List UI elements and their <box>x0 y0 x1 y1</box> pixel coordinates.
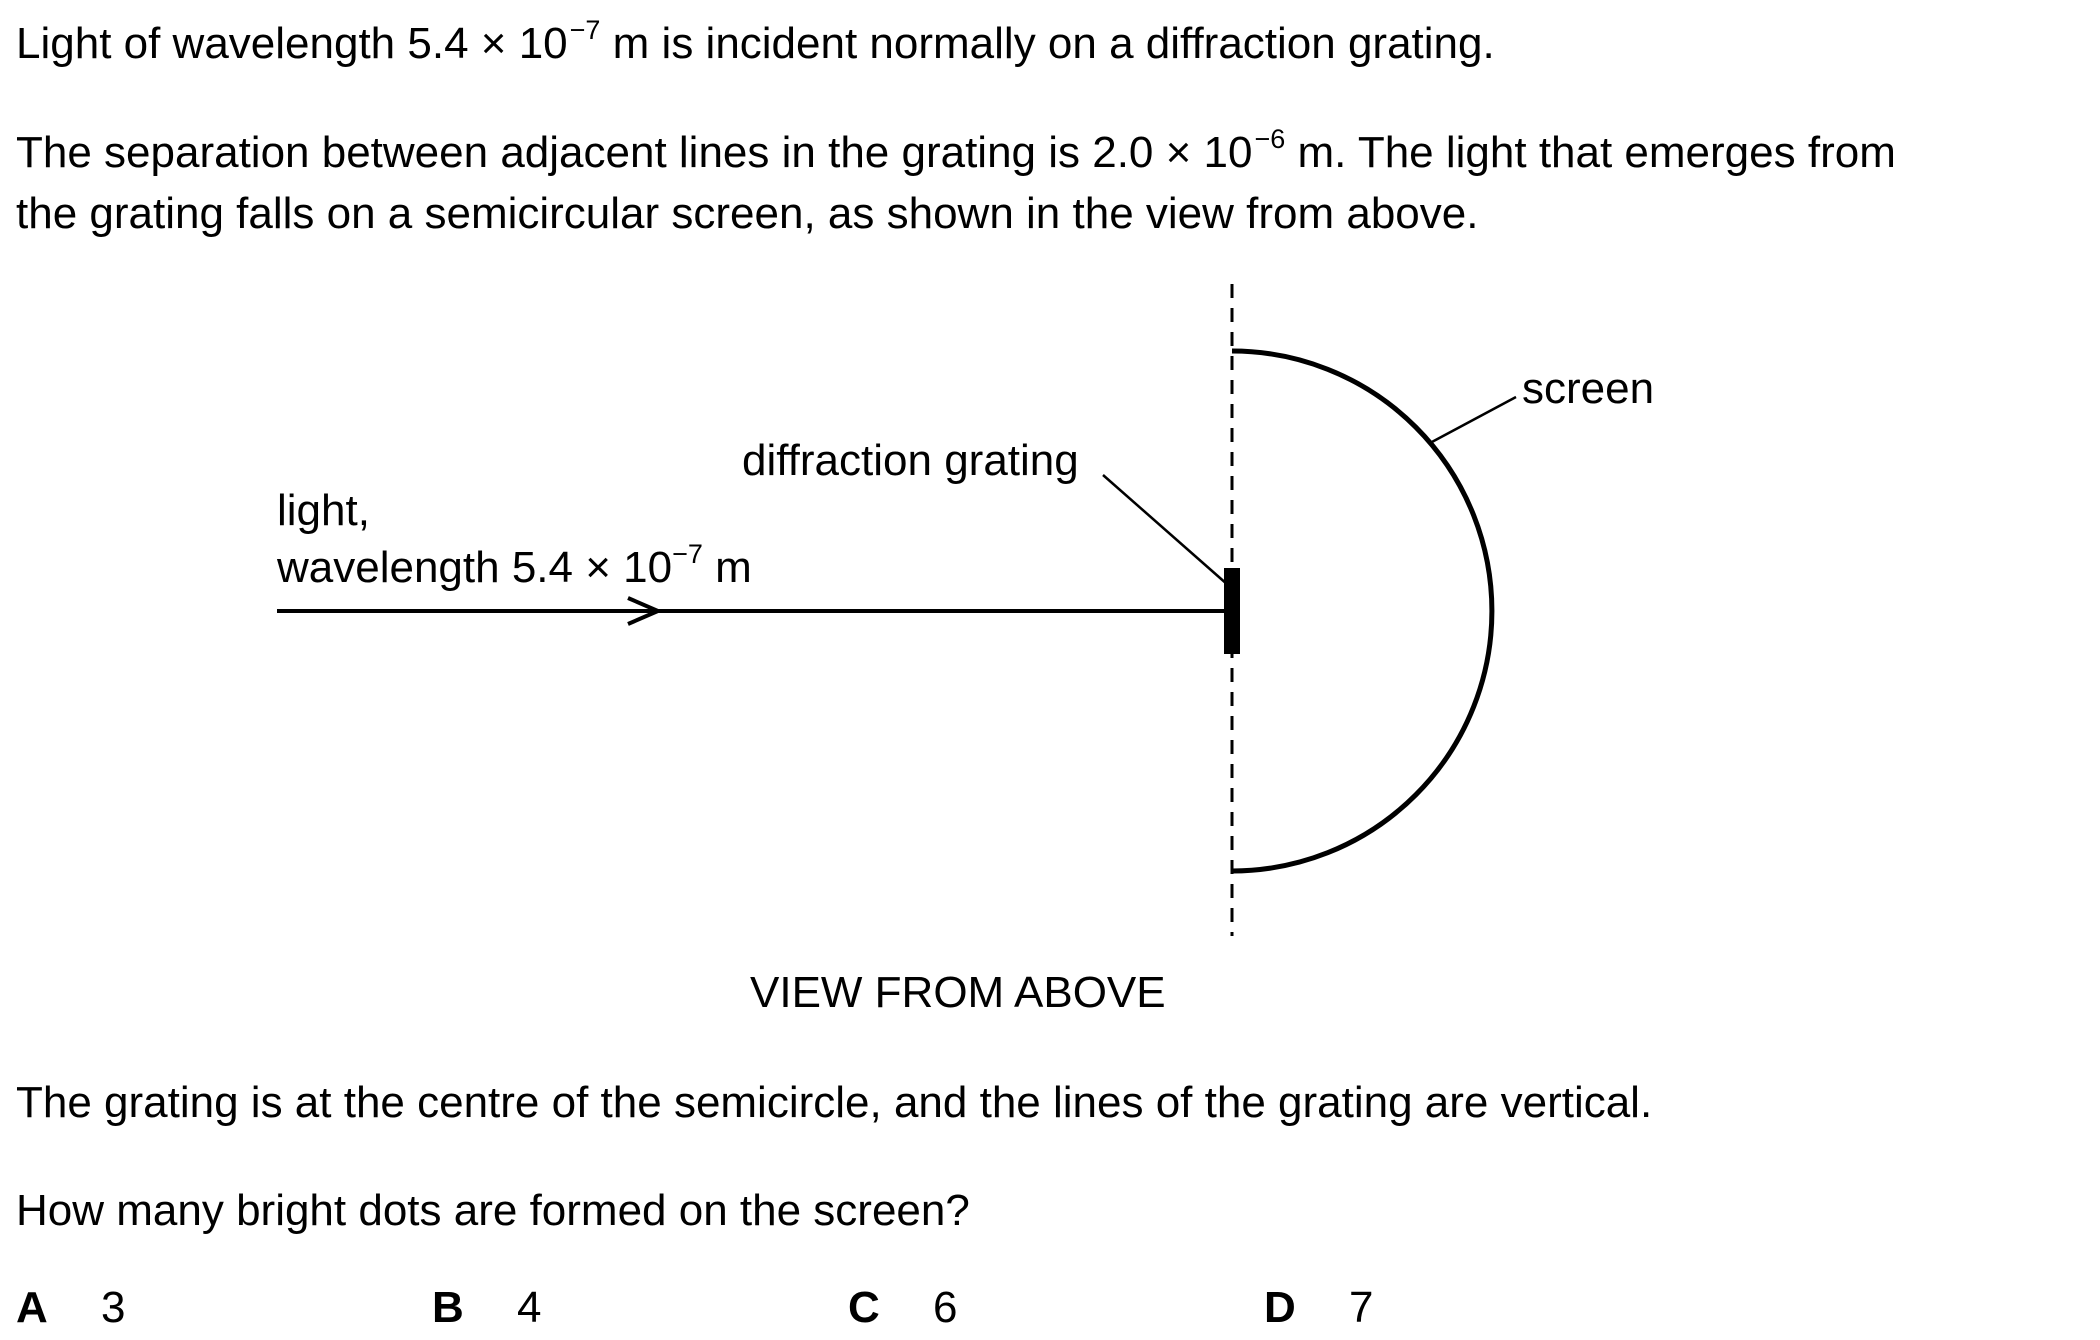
screen-leader-line <box>1430 397 1516 443</box>
intro-text: Light of wavelength 5.4 × 10 <box>16 19 568 68</box>
question-setup: The grating is at the centre of the semicircle, and the lines of the grating are vertical. <box>16 1078 1653 1127</box>
option-letter: A <box>16 1283 48 1332</box>
diffraction-grating <box>1224 568 1240 654</box>
option-d[interactable] <box>1264 1280 1373 1335</box>
spacing-text-continuation: the grating falls on a semicircular screen, as shown in the view from above. <box>16 189 1479 238</box>
spacing-text: The separation between adjacent lines in the grating is 2.0 × 10 <box>16 128 1253 177</box>
option-value: 3 <box>101 1283 126 1332</box>
option-b[interactable] <box>432 1280 541 1335</box>
option-c[interactable] <box>848 1280 957 1335</box>
option-letter: D <box>1264 1283 1296 1332</box>
option-a[interactable] <box>16 1280 125 1335</box>
option-value: 6 <box>933 1283 958 1332</box>
spacing-text-end: m. The light that emerges from <box>1285 128 1896 177</box>
option-value: 4 <box>517 1283 542 1332</box>
option-letter: B <box>432 1283 464 1332</box>
figure-caption: VIEW FROM ABOVE <box>750 968 1166 1017</box>
answer-options <box>0 1280 2100 1340</box>
intro-text-end: m is incident normally on a diffraction grating. <box>600 19 1495 68</box>
grating-leader-line <box>1103 475 1228 585</box>
light-label: light, <box>277 486 370 535</box>
semicircular-screen <box>1232 351 1492 871</box>
screen-label: screen <box>1522 364 1655 413</box>
question-prompt: How many bright dots are formed on the screen? <box>16 1186 970 1235</box>
wavelength-exponent: −7 <box>569 15 601 45</box>
option-value: 7 <box>1349 1283 1374 1332</box>
wavelength-label: wavelength $5.4 \times 10^{-7}$ m <box>277 539 752 592</box>
grating-label: diffraction grating <box>742 436 1079 485</box>
option-letter: C <box>848 1283 880 1332</box>
spacing-exponent: −6 <box>1254 124 1286 154</box>
